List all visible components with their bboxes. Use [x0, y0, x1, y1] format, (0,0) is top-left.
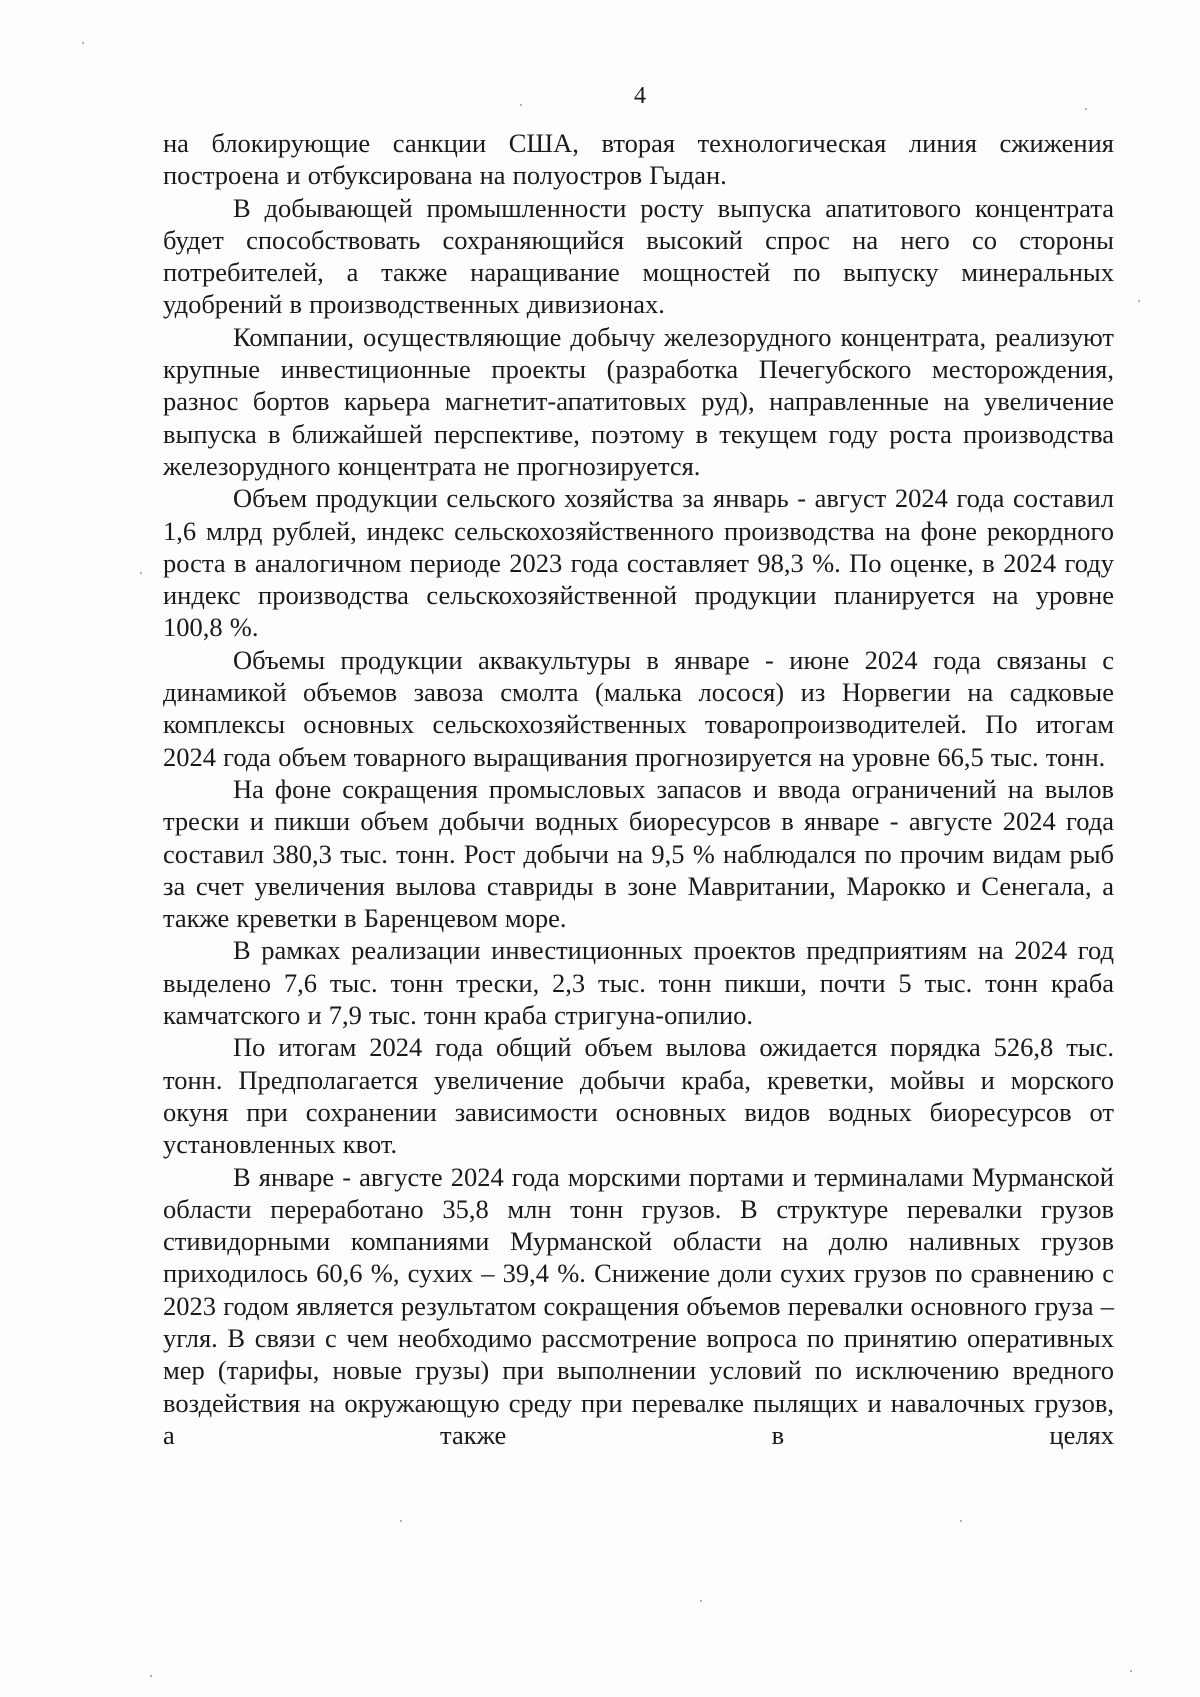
scan-speck	[1138, 300, 1140, 302]
paragraph-apatite-concentrate: В добывающей промышленности росту выпуска апатитового концентрата будет способствовать сохраняющийся высокий спрос на него со стороны потребителей, а также наращивание мощностей по выпуску минеральных удобрений в производственных дивизионах.	[163, 192, 1114, 320]
paragraph-catch-forecast: По итогам 2024 года общий объем вылова ожидается порядка 526,8 тыс. тонн. Предполагается увеличение добычи краба, креветки, мойвы и морского окуня при сохранении зависимости основных видов водных биоресурсов от установленных квот.	[163, 1032, 1114, 1160]
scan-speck	[1085, 108, 1087, 110]
paragraph-agriculture: Объем продукции сельского хозяйства за январь - август 2024 года составил 1,6 млрд рублей, индекс сельскохозяйственного производства на фоне рекордного роста в аналогичном периоде 2023 года составляет 98,3 %. По оценке, в 2024 году индекс производства сельскохозяйственной продукции планируется на уровне 100,8 %.	[163, 483, 1114, 643]
paragraph-aquaculture: Объемы продукции аквакультуры в январе - июне 2024 года связаны с динамикой объемов завоза смолта (малька лосося) из Норвегии на садковые комплексы основных сельскохозяйственных товаропроизводителей. По итогам 2024 года объем товарного выращивания прогнозируется на уровне 66,5 тыс. тонн.	[163, 644, 1114, 772]
scan-speck	[1130, 1670, 1132, 1672]
scan-speck	[700, 1600, 702, 1602]
paragraph-lng-sanctions: на блокирующие санкции США, вторая технологическая линия сжижения построена и отбуксирована на полуостров Гыдан.	[163, 128, 1114, 191]
paragraph-investment-quotas: В рамках реализации инвестиционных проектов предприятиям на 2024 год выделено 7,6 тыс. тонн трески, 2,3 тыс. тонн пикши, почти 5 тыс. тонн краба камчатского и 7,9 тыс. тонн краба стригуна-опилио.	[163, 935, 1114, 1031]
scan-speck	[82, 42, 84, 44]
page-number: 4	[634, 83, 646, 109]
paragraph-sea-ports: В январе - августе 2024 года морскими портами и терминалами Мурманской области переработано 35,8 млн тонн грузов. В структуре перевалки грузов стивидорными компаниями Мурманской области на долю наливных грузов приходилось 60,6 %, сухих – 39,4 %. Снижение доли сухих грузов по сравнению с 2023 годом является результатом сокращения объемов перевалки основного груза – угля. В связи с чем необходимо рассмотрение вопроса по принятию оперативных мер (тарифы, новые грузы) при выполнении условий по исключению вредного воздействия на окружающую среду при перевалке пылящих и навалочных грузов, а также в целях	[163, 1161, 1114, 1450]
scan-speck	[150, 1675, 152, 1677]
scan-speck	[520, 104, 522, 106]
scan-speck	[400, 1520, 402, 1522]
document-body	[163, 127, 1114, 1451]
scan-speck	[140, 572, 142, 574]
scan-speck	[960, 1520, 962, 1522]
paragraph-fishing: На фоне сокращения промысловых запасов и ввода ограничений на вылов трески и пикши объем добычи водных биоресурсов в январе - августе 2024 года составил 380,3 тыс. тонн. Рост добычи на 9,5 % наблюдался по прочим видам рыб за счет увеличения вылова ставриды в зоне Мавритании, Марокко и Сенегала, а также креветки в Баренцевом море.	[163, 773, 1114, 934]
paragraph-iron-ore-concentrate: Компании, осуществляющие добычу железорудного концентрата, реализуют крупные инвестиционные проекты (разработка Печегубского месторождения, разнос бортов карьера магнетит-апатитовых руд), направленные на увеличение выпуска в ближайшей перспективе, поэтому в текущем году роста производства железорудного концентрата не прогнозируется.	[163, 321, 1114, 481]
